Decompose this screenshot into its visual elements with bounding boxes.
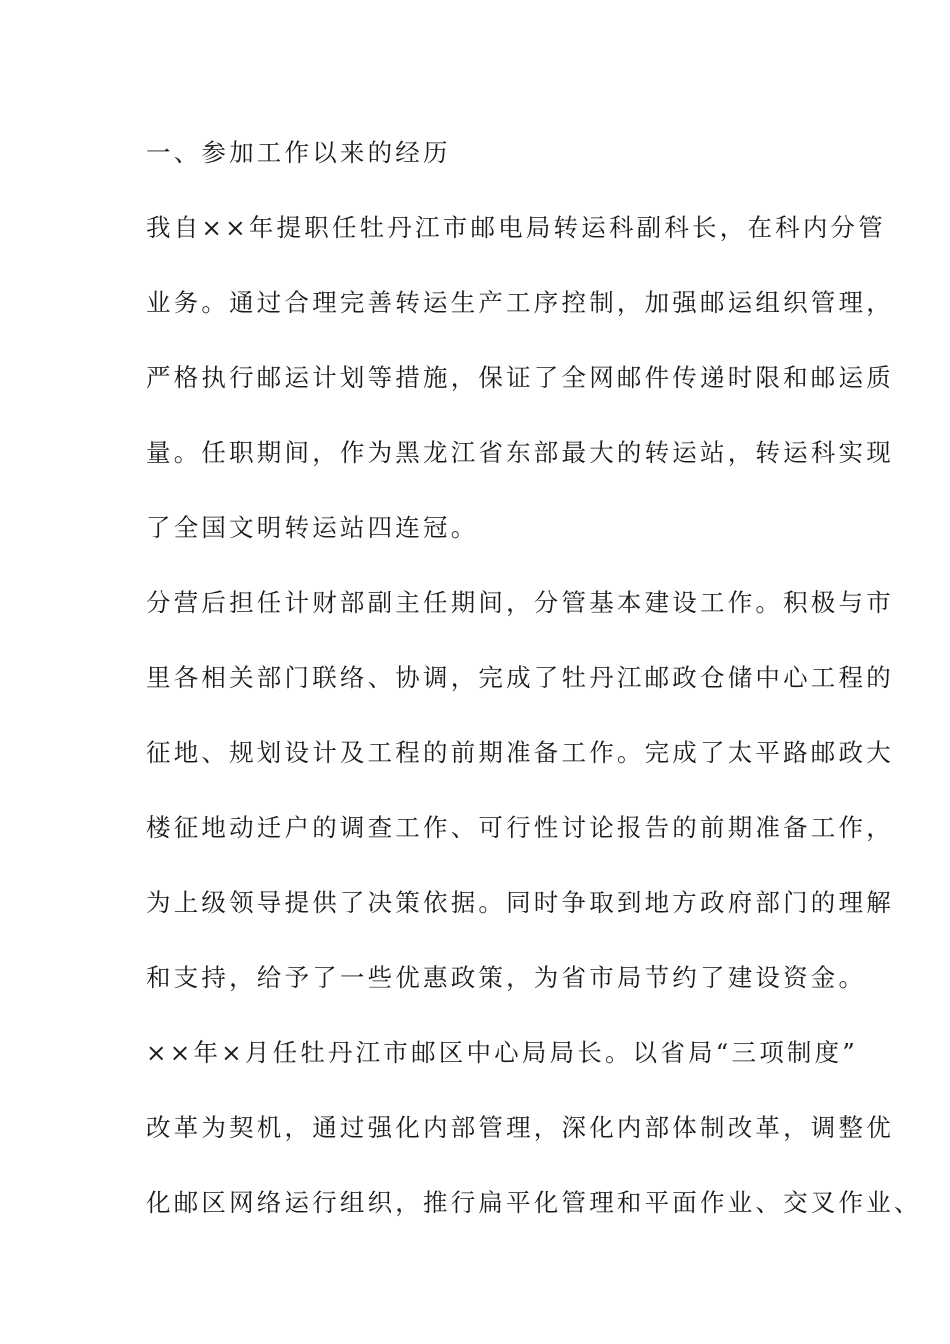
paragraph-line: 量。任职期间，作为黑龙江省东部最大的转运站，转运科实现 xyxy=(146,438,894,467)
paragraph-line: ××年×月任牡丹江市邮区中心局局长。以省局“三项制度” xyxy=(146,1038,859,1067)
paragraph-line: 征地、规划设计及工程的前期准备工作。完成了太平路邮政大 xyxy=(146,738,894,767)
paragraph-line: 为上级领导提供了决策依据。同时争取到地方政府部门的理解 xyxy=(146,888,894,917)
paragraph-line: 了全国文明转运站四连冠。 xyxy=(146,513,479,542)
document-body xyxy=(146,131,922,1256)
paragraph-line: 严格执行邮运计划等措施，保证了全网邮件传递时限和邮运质 xyxy=(146,363,894,392)
paragraph-line: 里各相关部门联络、协调，完成了牡丹江邮政仓储中心工程的 xyxy=(146,663,894,692)
paragraph-line: 业务。通过合理完善转运生产工序控制，加强邮运组织管理， xyxy=(146,288,894,317)
section-heading: 一、参加工作以来的经历 xyxy=(146,138,451,167)
paragraph-line: 楼征地动迁户的调查工作、可行性讨论报告的前期准备工作， xyxy=(146,813,894,842)
paragraph-line: 改革为契机，通过强化内部管理，深化内部体制改革，调整优 xyxy=(146,1113,894,1142)
paragraph-line: 分营后担任计财部副主任期间，分管基本建设工作。积极与市 xyxy=(146,588,894,617)
paragraph-line: 化邮区网络运行组织，推行扁平化管理和平面作业、交叉作业、 xyxy=(146,1188,922,1217)
paragraph-line: 和支持，给予了一些优惠政策，为省市局节约了建设资金。 xyxy=(146,963,867,992)
paragraph-line: 我自××年提职任牡丹江市邮电局转运科副科长，在科内分管 xyxy=(146,213,886,242)
